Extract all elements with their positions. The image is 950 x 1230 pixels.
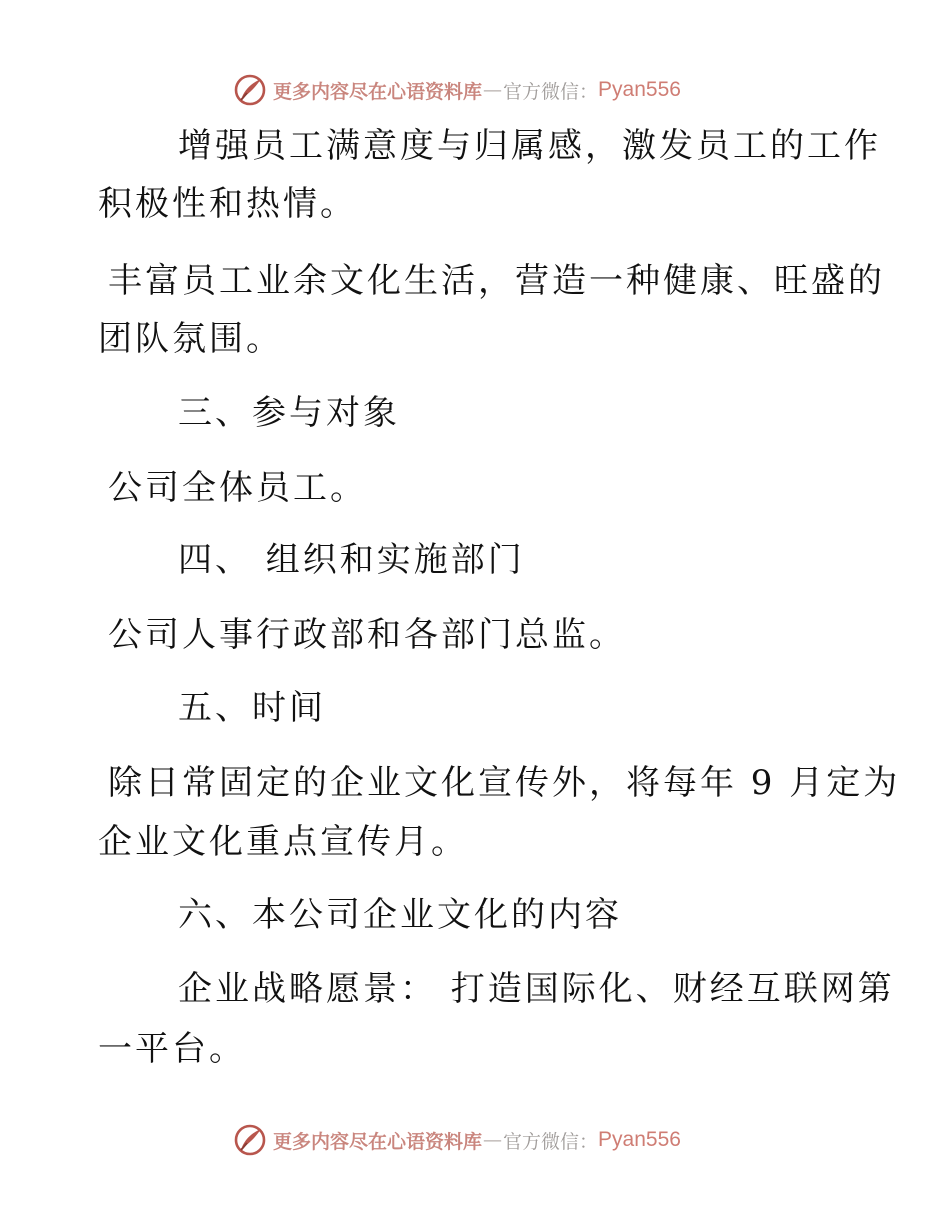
quill-seal-icon [233, 1123, 267, 1157]
watermark-wechat-id: Pyan556 [598, 78, 681, 101]
watermark-label: 官方微信： [503, 80, 599, 103]
paragraph-line-1: 增强员工满意度与归属感，激发员工的工作 [178, 126, 881, 166]
paragraph-line-4: 团队氛围。 [98, 319, 283, 359]
paragraph-line-8: 企业文化重点宣传月。 [98, 822, 468, 862]
watermark-brand-text: 更多内容尽在心语资料库 [273, 80, 483, 103]
section-heading-time: 五、时间 [178, 688, 326, 728]
watermark-brand-text: 更多内容尽在心语资料库 [273, 1130, 483, 1153]
paragraph-line-7: 除日常固定的企业文化宣传外，将每年 9 月定为 [108, 763, 901, 803]
paragraph-line-9: 企业战略愿景： 打造国际化、财经互联网第 [178, 969, 895, 1009]
section-heading-participants: 三、参与对象 [178, 393, 400, 433]
paragraph-line-6: 公司人事行政部和各部门总监。 [108, 615, 626, 655]
footer-watermark-banner [233, 1122, 681, 1158]
paragraph-line-10: 一平台。 [98, 1029, 246, 1069]
watermark-wechat-id: Pyan556 [598, 1128, 681, 1151]
paragraph-line-5: 公司全体员工。 [108, 468, 367, 508]
watermark-label: 官方微信： [503, 1130, 599, 1153]
section-heading-organizer: 四、 组织和实施部门 [178, 540, 525, 580]
paragraph-line-3: 丰富员工业余文化生活，营造一种健康、旺盛的 [108, 261, 885, 301]
watermark-dash: — [483, 1129, 503, 1151]
watermark-dash: — [483, 79, 503, 101]
paragraph-line-2: 积极性和热情。 [98, 184, 357, 224]
section-heading-culture: 六、本公司企业文化的内容 [178, 895, 622, 935]
